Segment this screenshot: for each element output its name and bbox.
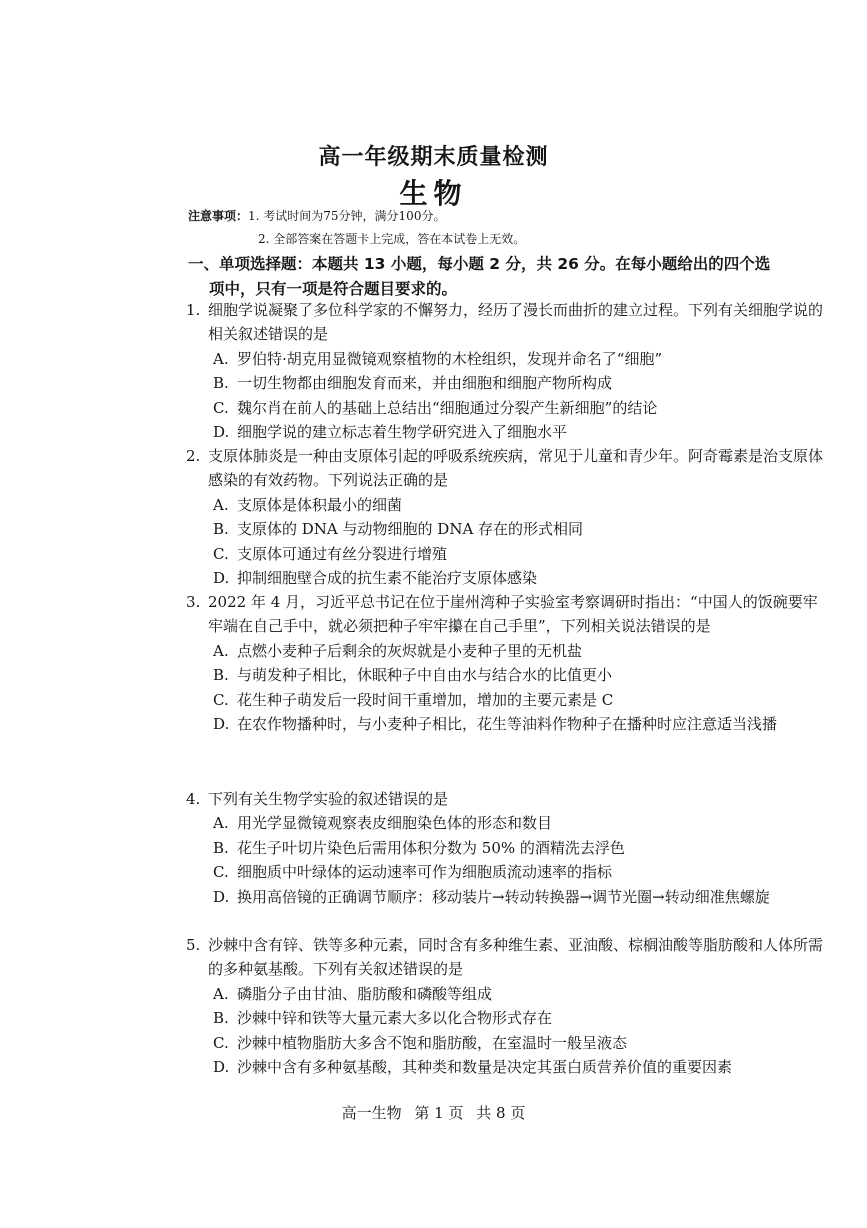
question-stem	[186, 298, 826, 347]
question-1	[186, 298, 826, 444]
question-number: 3.	[186, 593, 201, 611]
option-label: D.	[213, 715, 230, 734]
option-label: D.	[213, 1058, 230, 1077]
question-text: 2022 年 4 月，习近平总书记在位于崖州湾种子实验室考察调研时指出：“中国人的饭碗要牢牢端在自己手中，就必须把种子牢牢攥在自己手里”，下列相关说法错误的是	[208, 593, 818, 636]
question-stem	[186, 787, 826, 811]
option-text: 与萌发种子相比，休眠种子中自由水与结合水的比值更小	[237, 666, 613, 685]
option-label: C.	[213, 398, 229, 417]
option-label: D.	[213, 569, 230, 588]
option-label: C.	[213, 544, 229, 563]
option-b	[186, 1006, 826, 1030]
option-text: 花生种子萌发后一段时间干重增加，增加的主要元素是 C	[237, 690, 614, 709]
page-footer	[0, 1102, 867, 1123]
option-text: 一切生物都由细胞发育而来，并由细胞和细胞产物所构成	[237, 374, 613, 393]
option-text: 磷脂分子由甘油、脂肪酸和磷酸等组成	[237, 984, 493, 1003]
footer-subject: 高一生物	[341, 1104, 402, 1122]
option-b	[186, 517, 826, 541]
notice-line-2	[258, 231, 525, 247]
option-a	[186, 982, 826, 1006]
option-text: 用光学显微镜观察表皮细胞染色体的形态和数目	[237, 814, 553, 833]
option-text: 花生子叶切片染色后需用体积分数为 50% 的酒精洗去浮色	[237, 838, 625, 857]
footer-page-number: 第 1 页	[414, 1104, 464, 1122]
question-4	[186, 787, 826, 909]
question-number: 2.	[186, 447, 201, 465]
option-text: 点燃小麦种子后剩余的灰烬就是小麦种子里的无机盐	[237, 641, 583, 660]
option-d	[186, 1055, 826, 1079]
option-label: D.	[213, 887, 230, 906]
question-text: 支原体肺炎是一种由支原体引起的呼吸系统疾病，常见于儿童和青少年。阿奇霉素是治支原体感染的有效药物。下列说法正确的是	[208, 447, 824, 490]
option-text: 细胞质中叶绿体的运动速率可作为细胞质流动速率的指标	[237, 863, 613, 882]
notice-item: 2. 全部答案在答题卡上完成，答在本试卷上无效。	[258, 232, 526, 246]
option-c	[186, 542, 826, 566]
question-stem	[186, 933, 826, 982]
option-text: 在农作物播种时，与小麦种子相比，花生等油料作物种子在播种时应注意适当浅播	[237, 715, 778, 734]
option-a	[186, 347, 826, 371]
notice-label: 注意事项：	[188, 209, 249, 223]
option-label: A.	[213, 349, 229, 368]
question-5	[186, 933, 826, 1079]
section-heading-line: 一、单项选择题：本题共 13 小题，每小题 2 分，共 26 分。在每小题给出的四个选	[188, 255, 771, 273]
option-label: B.	[213, 520, 229, 539]
option-c	[186, 688, 826, 712]
notice-item: 1. 考试时间为75分钟，满分100分。	[248, 209, 446, 223]
option-d	[186, 712, 826, 736]
question-stem	[186, 590, 826, 639]
option-text: 抑制细胞壁合成的抗生素不能治疗支原体感染	[237, 569, 538, 588]
section-heading-line: 项中，只有一项是符合题目要求的。	[209, 280, 458, 298]
option-label: D.	[213, 423, 230, 442]
option-label: A.	[213, 984, 229, 1003]
question-stem	[186, 444, 826, 493]
option-b	[186, 836, 826, 860]
option-text: 细胞学说的建立标志着生物学研究进入了细胞水平	[237, 423, 568, 442]
option-d	[186, 885, 826, 909]
option-label: B.	[213, 666, 229, 685]
option-a	[186, 639, 826, 663]
question-3	[186, 590, 826, 736]
footer-total-pages: 共 8 页	[476, 1104, 526, 1122]
subject-title: 生物	[399, 177, 468, 210]
question-number: 5.	[186, 936, 201, 954]
notice-line-1	[188, 208, 445, 224]
option-label: C.	[213, 1033, 229, 1052]
option-b	[186, 371, 826, 395]
option-text: 支原体是体积最小的细菌	[237, 495, 403, 514]
option-text: 罗伯特·胡克用显微镜观察植物的木栓组织，发现并命名了“细胞”	[237, 349, 663, 368]
option-c	[186, 1031, 826, 1055]
question-text: 下列有关生物学实验的叙述错误的是	[208, 790, 449, 808]
option-d	[186, 420, 826, 444]
option-label: C.	[213, 690, 229, 709]
exam-title: 高一年级期末质量检测	[318, 145, 549, 170]
question-text: 沙棘中含有锌、铁等多种元素，同时含有多种维生素、亚油酸、棕榈油酸等脂肪酸和人体所需的多种氨基酸。下列有关叙述错误的是	[208, 936, 824, 979]
option-label: A.	[213, 495, 229, 514]
option-text: 魏尔肖在前人的基础上总结出“细胞通过分裂产生新细胞”的结论	[237, 398, 658, 417]
option-text: 沙棘中锌和铁等大量元素大多以化合物形式存在	[237, 1009, 553, 1028]
option-label: C.	[213, 863, 229, 882]
option-text: 支原体的 DNA 与动物细胞的 DNA 存在的形式相同	[237, 520, 584, 539]
option-a	[186, 493, 826, 517]
option-c	[186, 860, 826, 884]
option-text: 支原体可通过有丝分裂进行增殖	[237, 544, 448, 563]
option-text: 沙棘中植物脂肪大多含不饱和脂肪酸，在室温时一般呈液态	[237, 1033, 628, 1052]
option-text: 沙棘中含有多种氨基酸，其种类和数量是决定其蛋白质营养价值的重要因素	[237, 1058, 733, 1077]
question-text: 细胞学说凝聚了多位科学家的不懈努力，经历了漫长而曲折的建立过程。下列有关细胞学说的相关叙述错误的是	[208, 301, 824, 344]
question-number: 1.	[186, 301, 201, 319]
option-a	[186, 811, 826, 835]
option-text: 换用高倍镜的正确调节顺序：移动装片→转动转换器→调节光圈→转动细准焦螺旋	[237, 887, 770, 906]
option-label: A.	[213, 641, 229, 660]
question-number: 4.	[186, 790, 201, 808]
option-label: A.	[213, 814, 229, 833]
option-label: B.	[213, 838, 229, 857]
question-2	[186, 444, 826, 590]
option-c	[186, 396, 826, 420]
option-label: B.	[213, 374, 229, 393]
option-d	[186, 566, 826, 590]
option-label: B.	[213, 1009, 229, 1028]
option-b	[186, 663, 826, 687]
section-heading	[188, 252, 828, 302]
